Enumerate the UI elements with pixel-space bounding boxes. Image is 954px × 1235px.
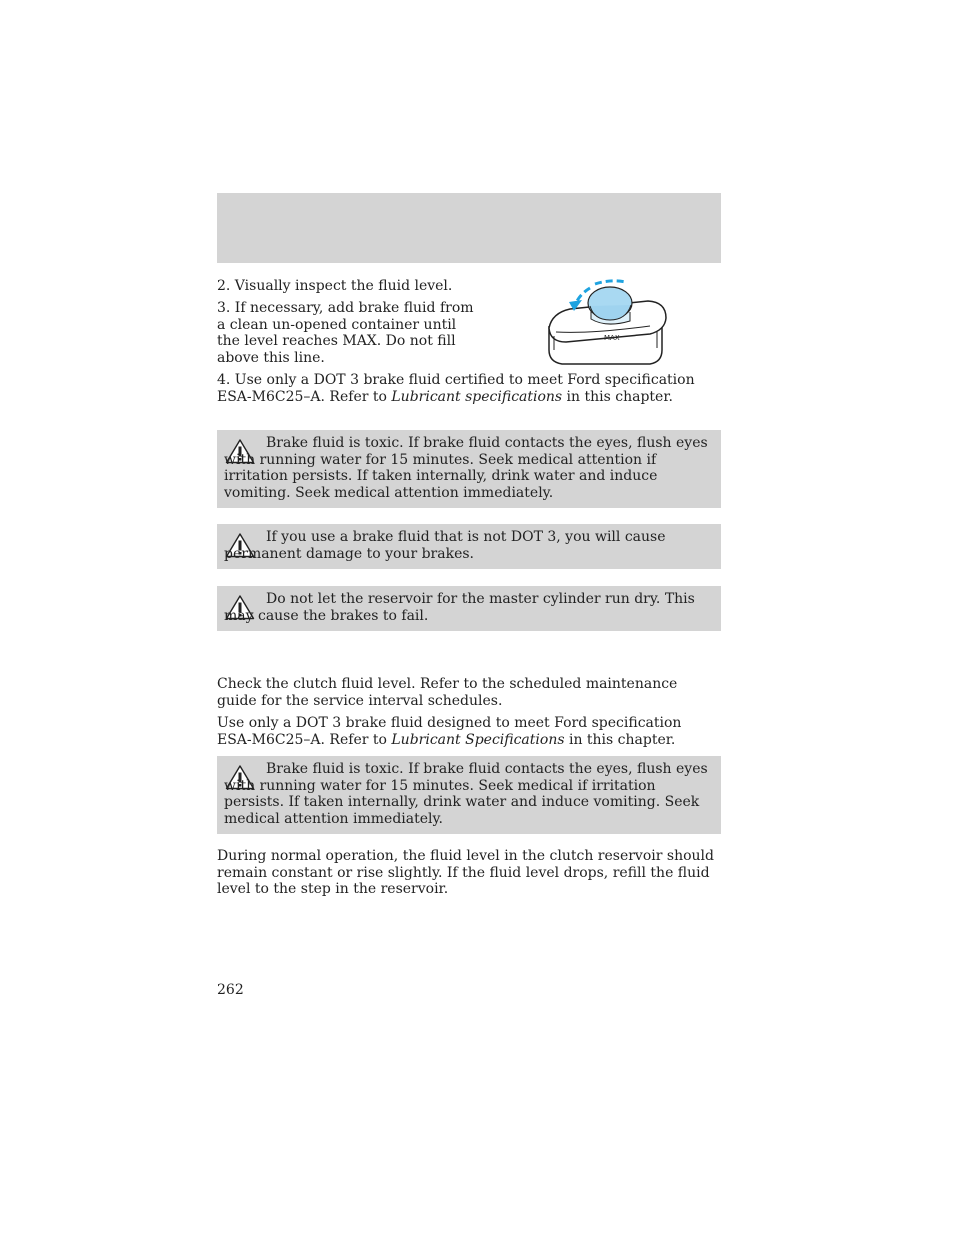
warning-box-dot3 bbox=[217, 524, 721, 569]
warning-box-toxic bbox=[217, 430, 721, 508]
warning-box-reservoir bbox=[217, 586, 721, 631]
warning-text: Brake fluid is toxic. If brake fluid contacts the eyes, flush eyes with running water for 15 minutes. Seek medical attention if irritation persists. If taken internally, drink water and induce vomiting. Seek medical attention immediately. bbox=[224, 435, 708, 501]
max-label: MAX bbox=[604, 334, 620, 342]
step-2-text: 2. Visually inspect the fluid level. bbox=[217, 278, 453, 294]
clutch-paragraph-3: During normal operation, the fluid level in the clutch reservoir should remain constant or rise slightly. If the fluid level drops, refill the fluid level to the step in the reservoir. bbox=[217, 848, 714, 897]
warning-text: Brake fluid is toxic. If brake fluid contacts the eyes, flush eyes with running water for 15 minutes. Seek medical if irritation persists. If taken internally, drink water and induce vomiting. Seek medical attention immediately. bbox=[224, 761, 708, 827]
warning-box-toxic-clutch bbox=[217, 756, 721, 834]
clutch-paragraph-1: Check the clutch fluid level. Refer to the scheduled maintenance guide for the service interval schedules. bbox=[217, 676, 678, 709]
brake-reservoir-illustration bbox=[540, 276, 674, 372]
step-3-text: 3. If necessary, add brake fluid from a clean un-opened container until the level reaches MAX. Do not fill above this line. bbox=[217, 300, 474, 366]
clutch-paragraph-2: Use only a DOT 3 brake fluid designed to meet Ford specification ESA-M6C25–A. Refer to Lubricant Specifications in this chapter. bbox=[217, 715, 682, 748]
section-header-band bbox=[217, 193, 721, 263]
step-4-text: 4. Use only a DOT 3 brake fluid certified to meet Ford specification ESA-M6C25–A. Refer to Lubricant specifications in this chapter. bbox=[217, 372, 695, 405]
page-number: 262 bbox=[217, 982, 244, 998]
warning-text: If you use a brake fluid that is not DOT 3, you will cause permanent damage to your brakes. bbox=[224, 529, 666, 562]
warning-text: Do not let the reservoir for the master cylinder run dry. This may cause the brakes to fail. bbox=[224, 591, 695, 624]
